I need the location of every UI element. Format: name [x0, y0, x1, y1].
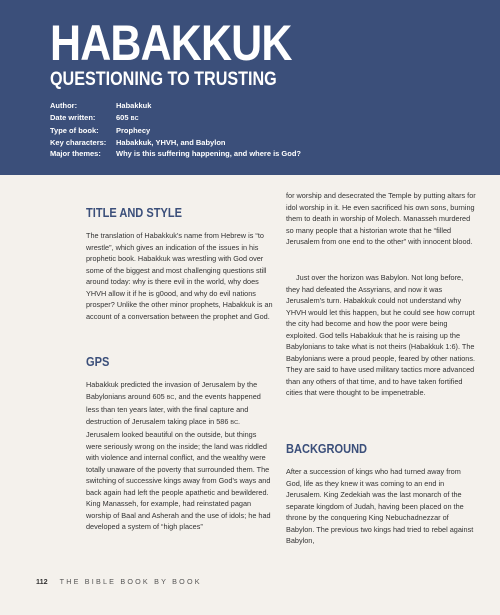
- fact-date-written: [50, 112, 301, 126]
- book-facts: [50, 100, 301, 160]
- book-title: HABAKKUK: [50, 15, 292, 71]
- fact-label: Date written:: [50, 112, 96, 122]
- fact-label: Type of book:: [50, 126, 99, 136]
- fact-label: Major themes:: [50, 149, 101, 159]
- fact-type: [50, 125, 301, 137]
- heading-title-and-style: TITLE AND STYLE: [86, 205, 182, 220]
- fact-major-themes: [50, 148, 301, 160]
- fact-year: 605: [116, 112, 129, 122]
- fact-value: Prophecy: [116, 126, 151, 136]
- running-title: THE BIBLE BOOK BY BOOK: [59, 577, 202, 586]
- heading-background: BACKGROUND: [286, 441, 368, 456]
- fact-era: BC: [130, 115, 139, 122]
- heading-gps: GPS: [86, 354, 110, 369]
- header-band: [0, 0, 500, 175]
- gps-era-1: BC: [166, 394, 175, 401]
- page-footer: [36, 577, 202, 586]
- right-paragraph-1: for worship and desecrated the Temple by putting altars for idol worship in it. He even sacrificed his own sons, burning them to death in worship of Molech. Manasseh murdered so many people that a historian wrote that he “filled Jerusalem from one end to the other” with innocent blood.: [286, 191, 476, 246]
- book-subtitle: QUESTIONING TO TRUSTING: [50, 69, 277, 90]
- gps-text-2: , and the events happened less than ten years later, with the final capture and destruction of Jerusalem taking place in 586: [86, 391, 261, 426]
- gps-text-3: . Jerusalem looked beautiful on the outside, but things were seriously wrong on the inside; the land was riddled with violence and internal conflict, and the wealthy were totally unaware of the poverty that surrounded them. The switching of successive kings away from God’s ways and back again had left the people apathetic and bewildered. King Manasseh, for example, had reinstated pagan worship of Baal and Asherah and the use of idols; he had developed a system of “high places”: [86, 416, 271, 531]
- background-paragraph: After a succession of kings who had turned away from God, life as they knew it was coming to an end in Jerusalem. King Zedekiah was the last monarch of the separate kingdom of Judah, having been placed on the throne by the conquering King Nebuchadnezzar of Babylon. The previous two kings had tried to rebel against Babylon,: [286, 467, 474, 545]
- title-style-paragraph: The translation of Habakkuk’s name from Hebrew is “to wrestle”, which gives an indication of the issues in his prophetic book. Habakkuk was wrestling with God over some of the biggest and most challenging questions still around today: why is there evil in the world, why does YHVH allow it if he is g0ood, and why do evil nations prosper? Unlike the other minor prophets, Habakkuk is an account of a conversation between the prophet and God.: [86, 231, 273, 321]
- fact-value: [116, 112, 139, 126]
- fact-label: Author:: [50, 101, 78, 110]
- fact-value: Habakkuk: [116, 101, 152, 110]
- gps-text-1: Habakkuk predicted the invasion of Jerusalem by the Babylonians around 605: [86, 380, 258, 401]
- fact-key-characters: [50, 137, 301, 149]
- fact-author: [50, 100, 301, 112]
- right-paragraph-2: Just over the horizon was Babylon. Not long before, they had defeated the Assyrians, and now it was Jerusalem’s turn. Habakkuk could not understand why YHVH would let this happen, but he could see how corrupt the city had become and how the poor were being exploited. God tells Habakkuk that he is raising up the Babylonians to take what is not theirs (Habakkuk 1:6). The Babylonians were a proud people, feared by other nations. They are said to have used military tactics more advanced than any others of that time, and to have taken fortified cities that were thought to be impenetrable.: [286, 273, 476, 397]
- gps-era-2: BC: [230, 419, 239, 426]
- fact-label: Key characters:: [50, 137, 107, 147]
- fact-value: Habakkuk, YHVH, and Babylon: [116, 137, 226, 147]
- fact-value: Why is this suffering happening, and where is God?: [116, 149, 302, 159]
- page-number: 112: [36, 577, 48, 586]
- gps-paragraph: [86, 379, 274, 533]
